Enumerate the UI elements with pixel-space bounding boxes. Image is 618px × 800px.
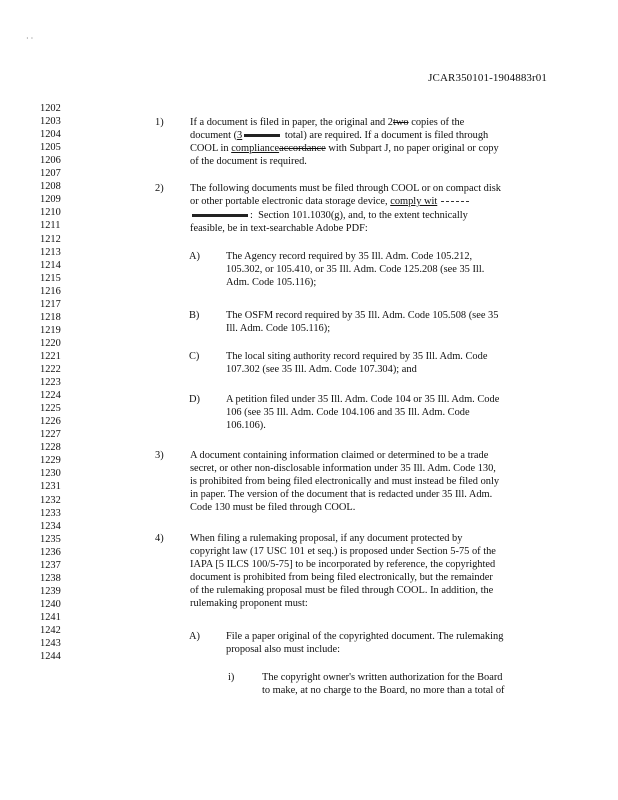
subsection-marker: A): [189, 631, 200, 642]
line-number: 1206: [40, 155, 61, 167]
section-4-line: IAPA [5 ILCS 100/5-75] to be incorporated by reference, the copyrighted: [190, 559, 496, 570]
subsection-line: 106.106).: [226, 420, 266, 431]
subsection-marker: C): [189, 351, 200, 362]
line-number: 1225: [40, 403, 61, 415]
section-2-line: feasible, be in text-searchable Adobe PDF:: [190, 223, 368, 234]
subsection-line: 105.302, or 105.410, or 35 Ill. Adm. Code 125.208 (see 35 Ill.: [226, 264, 485, 275]
subsection-line: Ill. Adm. Code 105.116);: [226, 323, 331, 334]
subsection-marker: D): [189, 394, 200, 405]
line-number: 1207: [40, 168, 61, 180]
line-number: 1243: [40, 638, 61, 650]
subsection-marker: A): [189, 251, 200, 262]
line-number: 1231: [40, 481, 61, 493]
subsection-line: 107.302 (see 35 Ill. Adm. Code 107.304); and: [226, 364, 417, 375]
subsection-line: The OSFM record required by 35 Ill. Adm. Code 105.508 (see 35: [226, 310, 499, 321]
section-3-marker: 3): [155, 450, 164, 461]
line-number: 1233: [40, 507, 61, 519]
subsection-line: 106 (see 35 Ill. Adm. Code 104.106 and 35 Ill. Adm. Code: [226, 407, 470, 418]
section-1-marker: 1): [155, 117, 164, 128]
section-3-line: is prohibited from being filed electronically and must instead be filed only: [190, 476, 500, 487]
item-line: The copyright owner's written authorization for the Board: [262, 672, 503, 683]
line-number: 1230: [40, 468, 61, 480]
line-number: 1238: [40, 572, 61, 584]
line-number: 1241: [40, 611, 61, 623]
section-1-line: of the document is required.: [190, 156, 307, 167]
strikeout-mark: [192, 214, 248, 217]
section-4-line: document is prohibited from being filed electronically, but the remainder: [190, 572, 493, 583]
line-number: 1235: [40, 533, 61, 545]
subsection-line: A petition filed under 35 Ill. Adm. Code 104 or 35 Ill. Adm. Code: [226, 394, 500, 405]
line-number: 1214: [40, 259, 61, 271]
inserted-text: comply wit: [390, 196, 438, 207]
section-2-line: The following documents must be filed through COOL or on compact disk: [190, 183, 501, 194]
subsection-line: Adm. Code 105.116);: [226, 277, 317, 288]
section-3-line: secret, or other non-disclosable information under 35 Ill. Adm. Code 130,: [190, 463, 496, 474]
line-number: 1232: [40, 494, 61, 506]
section-1-line: If a document is filed in paper, the original and 2two copies of the: [190, 117, 465, 128]
line-number: 1244: [40, 651, 61, 663]
section-2-marker: 2): [155, 183, 164, 194]
line-number: 1236: [40, 546, 61, 558]
line-number: 1215: [40, 272, 61, 284]
line-number: 1220: [40, 337, 61, 349]
section-2-line: or other portable electronic data storage device, comply wit: [190, 195, 469, 208]
section-4-line: rulemaking proponent must:: [190, 598, 308, 609]
document-id: JCAR350101-1904883r01: [428, 72, 547, 84]
line-number: 1240: [40, 598, 61, 610]
line-number: 1213: [40, 246, 61, 258]
line-number: 1221: [40, 350, 61, 362]
subsection-line: The local siting authority record required by 35 Ill. Adm. Code: [226, 351, 488, 362]
line-number: 1223: [40, 377, 61, 389]
line-number: 1217: [40, 298, 61, 310]
section-3-line: in paper. The version of the document that is redacted under 35 Ill. Adm.: [190, 489, 493, 500]
line-number: 1212: [40, 233, 61, 245]
subsection-line: File a paper original of the copyrighted document. The rulemaking: [226, 631, 504, 642]
line-number: 1219: [40, 324, 61, 336]
line-number: 1226: [40, 416, 61, 428]
struck-text: accordance: [279, 143, 326, 154]
scan-specks: · ·: [26, 34, 34, 43]
line-number: 1234: [40, 520, 61, 532]
section-2-line: : Section 101.1030(g), and, to the extent technically: [190, 209, 468, 222]
line-number: 1239: [40, 585, 61, 597]
inserted-text: 3: [237, 130, 243, 141]
section-4-line: of the rulemaking proposal must be filed through COOL. In addition, the: [190, 585, 494, 596]
line-number: 1227: [40, 429, 61, 441]
section-3-line: Code 130 must be filed through COOL.: [190, 502, 356, 513]
line-number: 1224: [40, 390, 61, 402]
section-1-line: document (3 total) are required. If a document is filed through: [190, 130, 489, 141]
inserted-text: compliance: [231, 143, 280, 154]
line-number: 1211: [40, 220, 61, 232]
line-number: 1242: [40, 625, 61, 636]
line-number: 1203: [40, 116, 61, 128]
line-number: 1210: [40, 207, 61, 219]
line-number: 1204: [40, 129, 61, 141]
subsection-marker: B): [189, 310, 200, 321]
subsection-line: The Agency record required by 35 Ill. Adm. Code 105.212,: [226, 251, 473, 262]
section-4-line: copyright law (17 USC 101 et seq.) is proposed under Section 5-75 of the: [190, 546, 496, 557]
line-number: 1222: [40, 364, 61, 375]
line-number: 1228: [40, 442, 61, 454]
line-number: 1205: [40, 142, 61, 154]
section-3-line: A document containing information claimed or determined to be a trade: [190, 450, 489, 461]
section-1-line: COOL in complianceaccordance with Subpart J, no paper original or copy: [190, 143, 499, 154]
line-number: 1229: [40, 455, 61, 467]
line-number: 1216: [40, 285, 61, 297]
line-number: 1209: [40, 194, 61, 206]
strikeout-mark: [244, 134, 280, 137]
subsection-line: proposal also must include:: [226, 644, 340, 655]
section-4-line: When filing a rulemaking proposal, if any document protected by: [190, 533, 463, 544]
line-number: 1202: [40, 103, 61, 114]
item-marker: i): [228, 672, 235, 683]
line-number: 1237: [40, 559, 61, 571]
line-number: 1218: [40, 311, 61, 323]
struck-text: two: [393, 117, 409, 128]
deletion-mark: [441, 201, 469, 202]
line-number: 1208: [40, 181, 61, 193]
item-line: to make, at no charge to the Board, no more than a total of: [262, 685, 505, 696]
section-4-marker: 4): [155, 533, 164, 544]
